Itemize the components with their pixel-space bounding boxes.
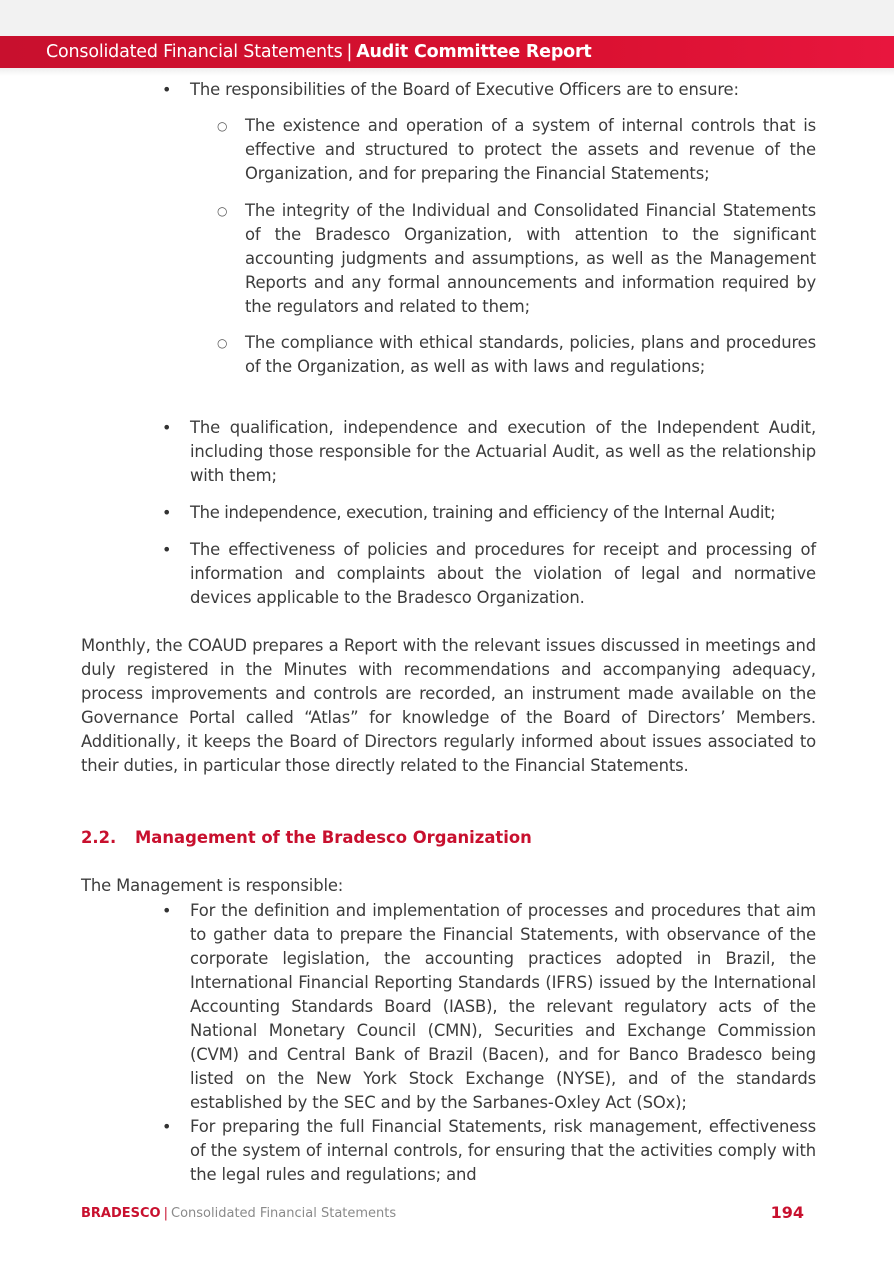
page-number: 194 — [770, 1203, 804, 1222]
board-item-compliance: The compliance with ethical standards, policies, plans and procedures of the Organization, as well as with laws and regulations; — [245, 333, 816, 376]
bullet: • — [162, 540, 172, 559]
board-item-integrity: The integrity of the Individual and Consolidated Financial Statements of the Bradesco Organization, with attention to the significant accounting judgments and assumptions, as well as the Management Reports and any formal announcements and information required by the regulators and related to them; — [245, 201, 816, 316]
footer-separator: | — [163, 1206, 168, 1221]
board-responsibilities-intro: The responsibilities of the Board of Executive Officers are to ensure: — [190, 80, 739, 99]
sub-bullet: ○ — [217, 204, 228, 218]
header-separator: | — [346, 42, 353, 62]
section-title: Management of the Bradesco Organization — [135, 828, 532, 847]
bullet: • — [162, 503, 172, 522]
header-report-title: Audit Committee Report — [356, 42, 592, 62]
bullet-independent-audit: The qualification, independence and execution of the Independent Audit, including those responsible for the Actuarial Audit, as well as the relationship with them; — [190, 418, 816, 485]
footer-brand: BRADESCO — [81, 1206, 161, 1221]
bullet-internal-audit: The independence, execution, training and efficiency of the Internal Audit; — [190, 503, 776, 522]
top-margin — [0, 0, 894, 36]
bullet: • — [162, 418, 172, 437]
bullet-complaints: The effectiveness of policies and procedures for receipt and processing of information and complaints about the violation of legal and normative devices applicable to the Bradesco Organization. — [190, 540, 816, 607]
management-item-preparing: For preparing the full Financial Statements, risk management, effectiveness of the system of internal controls, for ensuring that the activities comply with the legal rules and regulations; and — [190, 1117, 816, 1184]
board-item-internal-controls: The existence and operation of a system of internal controls that is effective and structured to protect the assets and revenue of the Organization, and for preparing the Financial Statements; — [245, 116, 816, 183]
header-shadow — [0, 68, 894, 76]
bullet: • — [162, 901, 172, 920]
management-intro: The Management is responsible: — [81, 876, 344, 895]
footer-document-title: Consolidated Financial Statements — [171, 1206, 397, 1221]
page-footer — [81, 1205, 396, 1223]
section-heading — [81, 826, 532, 850]
section-number: 2.2. — [81, 828, 117, 847]
sub-bullet: ○ — [217, 336, 228, 350]
bullet: • — [162, 1117, 172, 1136]
page-header-bar — [0, 36, 894, 68]
bullet: • — [162, 80, 172, 99]
header-section-title: Consolidated Financial Statements — [46, 42, 343, 62]
management-item-processes: For the definition and implementation of processes and procedures that aim to gather data to prepare the Financial Statements, with observance of the corporate legislation, the accounting practices adopted in Brazil, the International Financial Reporting Standards (IFRS) issued by the International Accounting Standards Board (IASB), the relevant regulatory acts of the National Monetary Council (CMN), Securities and Exchange Commission (CVM) and Central Bank of Brazil (Bacen), and for Banco Bradesco being listed on the New York Stock Exchange (NYSE), and of the standards established by the SEC and by the Sarbanes-Oxley Act (SOx); — [190, 901, 816, 1112]
monthly-report-paragraph: Monthly, the COAUD prepares a Report with the relevant issues discussed in meetings and duly registered in the Minutes with recommendations and accompanying adequacy, process improvements and controls are recorded, an instrument made available on the Governance Portal called “Atlas” for knowledge of the Board of Directors’ Members. Additionally, it keeps the Board of Directors regularly informed about issues associated to their duties, in particular those directly related to the Financial Statements. — [81, 636, 816, 775]
sub-bullet: ○ — [217, 119, 228, 133]
